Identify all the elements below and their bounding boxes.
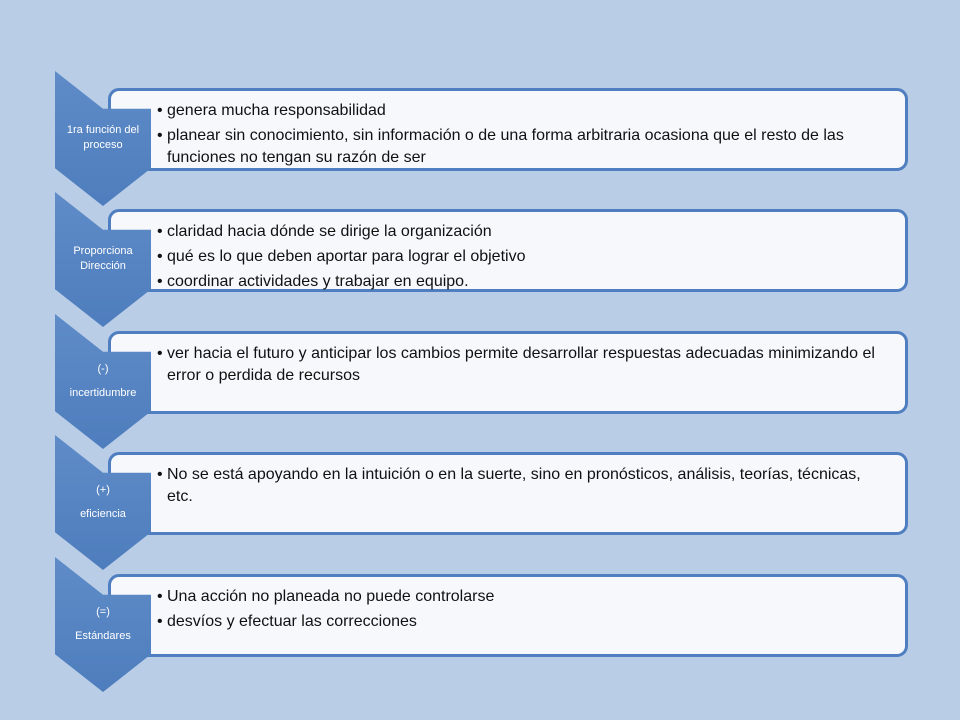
step-label-line: (-): [97, 362, 109, 375]
step-2-label: [55, 230, 151, 288]
bullet-item: • desvíos y efectuar las correcciones: [167, 611, 885, 633]
step-label-line: Proporciona: [73, 245, 133, 257]
step-2-content-box: [108, 209, 908, 292]
step-4-label: [55, 473, 151, 531]
step-5-bullet-list: [111, 577, 905, 633]
bullet-item: • coordinar actividades y trabajar en equipo.: [167, 271, 885, 293]
step-1-label: [55, 109, 151, 167]
step-4-content-box: [108, 452, 908, 535]
bullet-item: • qué es lo que deben aportar para lograr el objetivo: [167, 246, 885, 268]
bullet-item: • genera mucha responsabilidad: [167, 100, 885, 122]
bullet-item: • planear sin conocimiento, sin información o de una forma arbitraria ocasiona que el resto de las funciones no tengan su razón de ser: [167, 125, 885, 169]
step-row-4: [0, 435, 960, 570]
step-1-bullet-list: [111, 91, 905, 169]
step-2-bullet-list: [111, 212, 905, 293]
step-5-content-box: [108, 574, 908, 657]
step-4-bullet-list: [111, 455, 905, 508]
step-row-5: [0, 557, 960, 692]
step-label-line: Dirección: [80, 260, 126, 272]
step-label-line: Estándares: [75, 629, 131, 642]
bullet-item: • No se está apoyando en la intuición o en la suerte, sino en pronósticos, análisis, teorías, técnicas, etc.: [167, 464, 885, 508]
step-label-line: proceso: [83, 139, 123, 151]
step-label-line: (=): [96, 605, 110, 618]
bullet-item: • claridad hacia dónde se dirige la organización: [167, 221, 885, 243]
step-label-line: incertidumbre: [69, 386, 137, 399]
step-1-content-box: [108, 88, 908, 171]
bullet-item: • ver hacia el futuro y anticipar los cambios permite desarrollar respuestas adecuadas minimizando el error o perdida de recursos: [167, 343, 885, 387]
step-3-bullet-list: [111, 334, 905, 387]
step-5-label: [55, 595, 151, 653]
step-label-line: (+): [96, 483, 110, 496]
step-row-2: [0, 192, 960, 327]
bullet-item: • Una acción no planeada no puede controlarse: [167, 586, 885, 608]
step-label-line: eficiencia: [80, 507, 126, 520]
step-row-1: [0, 71, 960, 206]
step-3-content-box: [108, 331, 908, 414]
step-3-label: [55, 352, 151, 410]
step-row-3: [0, 314, 960, 449]
step-label-line: 1ra función del: [66, 124, 140, 136]
